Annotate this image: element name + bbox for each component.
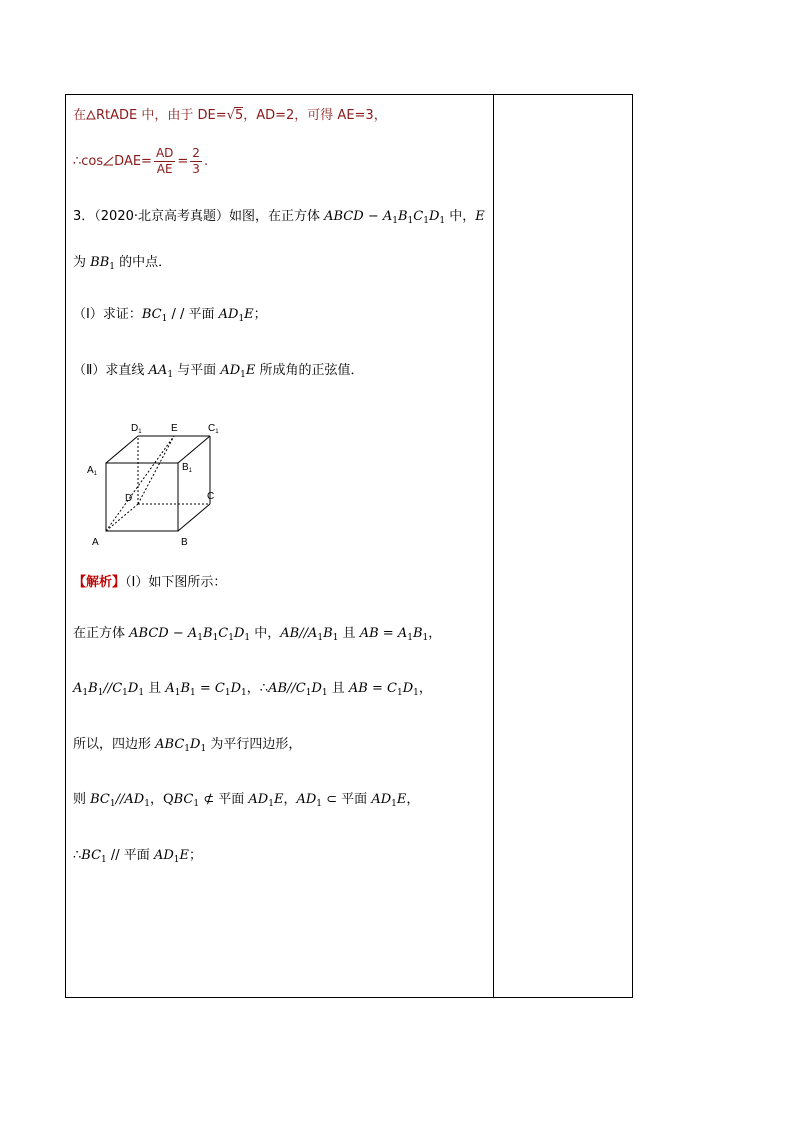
text: ； (253, 307, 267, 322)
problem-3-midpoint (73, 255, 171, 271)
math: D (230, 681, 242, 696)
solution-line-1 (73, 626, 441, 642)
text: （Ⅰ）求证： (73, 307, 142, 322)
math: A (187, 626, 198, 641)
math: ∴ (259, 681, 269, 696)
math: AD (296, 792, 317, 807)
math: AD (218, 307, 239, 322)
subscript: 1 (173, 855, 180, 865)
text: （Ⅰ）如下图所示： (125, 575, 227, 590)
numerator: AD (155, 146, 174, 160)
fraction-2-3 (190, 146, 202, 177)
subscript: 1 (423, 216, 429, 226)
label-d: D (125, 493, 133, 504)
math: AD (153, 848, 174, 863)
text: ， (283, 792, 297, 807)
math: B (88, 681, 98, 696)
label-a1: $A_1$ (87, 465, 98, 477)
label-e: E (171, 423, 178, 434)
math: AD (371, 792, 392, 807)
math: B (180, 681, 190, 696)
subscript: 1 (244, 633, 251, 643)
text: 在 (73, 108, 87, 123)
subscript: 1 (316, 799, 323, 809)
line-rt-triangle (73, 107, 387, 124)
math: − (168, 626, 188, 641)
math: B (412, 626, 423, 641)
text: ， (149, 792, 163, 807)
subscript: 1 (305, 688, 312, 698)
math: B (323, 626, 333, 641)
denominator: AE (156, 162, 173, 176)
subscript: 1 (97, 688, 104, 698)
text: 所成角的正弦值． (255, 363, 364, 378)
subscript: 1 (241, 688, 247, 698)
edge-b1-c1 (178, 436, 210, 463)
subscript: 1 (167, 370, 174, 380)
part-1-question (73, 307, 267, 323)
cube-figure (84, 418, 244, 553)
math: AB (280, 626, 300, 641)
angle-icon (103, 156, 114, 166)
math: D (233, 626, 245, 641)
denominator: 3 (192, 162, 200, 176)
text: 中， (250, 626, 281, 641)
subscript: 1 (407, 216, 414, 226)
math: = (367, 681, 388, 696)
text: ⊄ 平面 (199, 792, 249, 807)
solution-tag: 【解析】 (73, 575, 126, 590)
math: AD (248, 792, 269, 807)
math: ABCD (129, 626, 169, 641)
subscript: 1 (193, 799, 200, 809)
math: C (214, 681, 225, 696)
math: E (244, 307, 254, 322)
math: E (475, 209, 485, 224)
solution-line-2 (73, 681, 432, 697)
subscript: 1 (228, 633, 234, 643)
math: BC (141, 307, 162, 322)
subscript: 1 (317, 633, 324, 643)
math: // (299, 626, 309, 641)
text: RtADE 中，由于 DE= (96, 108, 227, 123)
math: D (428, 209, 440, 224)
segment-a-e (106, 436, 174, 531)
text: ，AD=2，可得 AE=3， (243, 108, 387, 123)
subscript: 1 (109, 799, 116, 809)
math: B (203, 626, 213, 641)
subscript: 1 (332, 633, 339, 643)
numerator: 2 (192, 146, 200, 160)
math: A (165, 681, 175, 696)
text: 则 (73, 792, 91, 807)
math: E (245, 363, 256, 378)
subscript: 1 (174, 688, 181, 698)
solution-line-4 (73, 792, 419, 808)
math: AA (148, 363, 168, 378)
math: ∴ (73, 848, 82, 863)
label-d1: $D_1$ (131, 423, 142, 435)
text: （Ⅱ）求直线 (73, 363, 149, 378)
math: // (287, 681, 296, 696)
text: DAE= (114, 154, 152, 169)
math: A (73, 681, 83, 696)
math: // (115, 792, 125, 807)
math: D (127, 681, 139, 696)
math: BC (173, 792, 194, 807)
subscript: 1 (82, 688, 89, 698)
solution-line-3 (73, 737, 301, 753)
math: AB (268, 681, 288, 696)
fraction-ad-ae (154, 146, 175, 177)
text: // 平面 (106, 848, 154, 863)
math: A (308, 626, 318, 641)
math: B (397, 209, 408, 224)
subscript: 1 (144, 799, 150, 809)
text: ， (428, 626, 442, 641)
text: 且 (144, 681, 166, 696)
text: ， (418, 681, 432, 696)
math: BB (90, 255, 110, 270)
text: 所以，四边形 (73, 737, 156, 752)
math: AD (124, 792, 145, 807)
math: C (218, 626, 229, 641)
text: . (203, 154, 209, 169)
subscript: 1 (422, 633, 429, 643)
subscript: 1 (122, 688, 128, 698)
math: A (397, 626, 408, 641)
subscript: 1 (138, 688, 145, 698)
subscript: 1 (224, 688, 231, 698)
subscript: 1 (197, 633, 203, 643)
text: 的中点． (114, 255, 172, 270)
math: AB (348, 681, 368, 696)
segment-d1-e (138, 436, 174, 504)
text: ∴cos (73, 154, 104, 169)
subscript: 1 (396, 688, 403, 698)
text: 且 (338, 626, 360, 641)
subscript: 1 (200, 744, 207, 754)
math: = (195, 681, 215, 696)
edge-b-c (178, 504, 210, 531)
math: D (402, 681, 414, 696)
label-c1: $C_1$ (208, 423, 219, 435)
math: A (382, 209, 393, 224)
math: BC (81, 848, 102, 863)
text: ， (246, 681, 260, 696)
column-divider (493, 95, 494, 997)
text: 为 (73, 255, 91, 270)
math: C (295, 681, 306, 696)
subscript: 1 (161, 314, 168, 324)
text: 为平行四边形， (206, 737, 302, 752)
math: C (112, 681, 123, 696)
math: E (273, 792, 284, 807)
text: 在正方体 (73, 626, 130, 641)
text: 与平面 (173, 363, 221, 378)
subscript: 1 (109, 262, 115, 272)
subscript: 1 (439, 216, 446, 226)
subscript: 1 (240, 370, 246, 380)
math: // (103, 681, 113, 696)
subscript: 1 (268, 799, 274, 809)
edge-a1-d1 (106, 436, 138, 463)
math: ABCD (324, 209, 364, 224)
subscript: 1 (184, 744, 191, 754)
solution-conclusion (73, 848, 202, 864)
sqrt-value: 5 (234, 108, 244, 123)
label-a: A (92, 537, 99, 548)
math: D (311, 681, 322, 696)
math: = (378, 626, 398, 641)
math: AB (359, 626, 379, 641)
subscript: 1 (391, 799, 397, 809)
text: / / 平面 (167, 307, 219, 322)
answer-table (65, 94, 633, 998)
text: 中， (445, 209, 476, 224)
text: ， (406, 792, 420, 807)
text: ； (188, 848, 202, 863)
text: 3．（2020·北京高考真题）如图，在正方体 (73, 209, 325, 224)
text: 且 (327, 681, 349, 696)
text: ⊂ 平面 (322, 792, 372, 807)
math: − (363, 209, 383, 224)
label-c: C (207, 491, 215, 502)
subscript: 1 (101, 855, 107, 865)
subscript: 1 (407, 633, 413, 643)
math: BC (90, 792, 110, 807)
edge-a-d (106, 504, 138, 531)
sqrt-symbol: √ (226, 108, 235, 123)
label-b: B (181, 537, 188, 548)
math: Q (162, 792, 174, 807)
part-2-question (73, 363, 364, 379)
math: E (396, 792, 407, 807)
math: E (179, 848, 189, 863)
subscript: 1 (212, 633, 219, 643)
text: = (177, 154, 189, 169)
solution-heading (73, 575, 226, 591)
label-b1: $B_1$ (182, 462, 193, 474)
triangle-icon (86, 110, 96, 120)
problem-3-statement (73, 209, 485, 225)
subscript: 1 (190, 688, 196, 698)
math: C (387, 681, 397, 696)
math: ABC (155, 737, 185, 752)
subscript: 1 (392, 216, 398, 226)
math: C (413, 209, 424, 224)
subscript: 1 (238, 314, 245, 324)
math: D (190, 737, 201, 752)
subscript: 1 (413, 688, 419, 698)
line-cos (73, 145, 208, 179)
subscript: 1 (321, 688, 328, 698)
math: AD (220, 363, 241, 378)
